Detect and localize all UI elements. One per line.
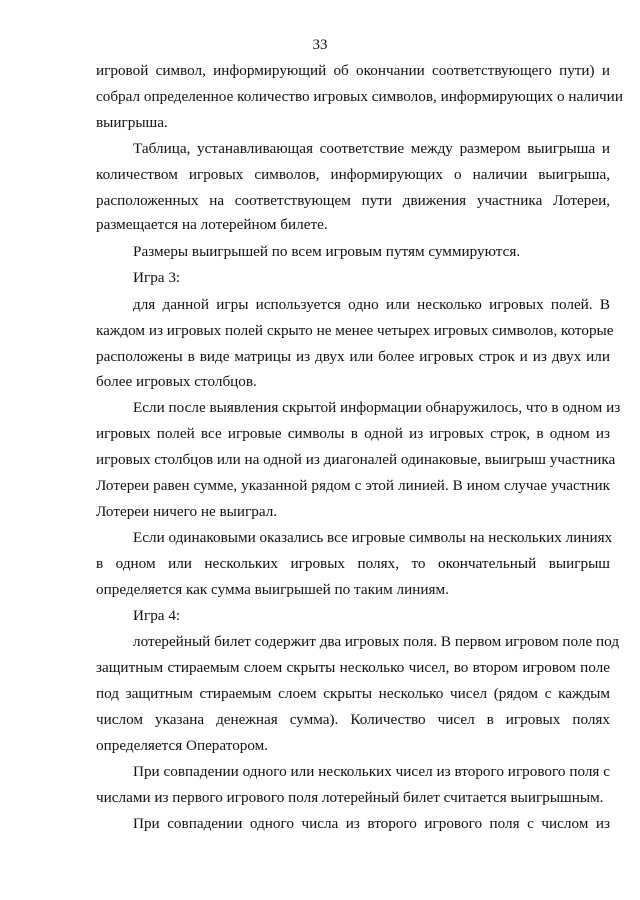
text-line: игровой символ, информирующий об окончании соответствующего пути) и [96,62,610,79]
text-line: для данной игры используется одно или несколько игровых полей. В [133,296,610,313]
text-line: каждом из игровых полей скрыто не менее четырех игровых символов, которые [96,322,614,339]
text-line: расположены в виде матрицы из двух или более игровых строк и из двух или [96,348,610,365]
text-line: При совпадении одного или нескольких чисел из второго игрового поля с [133,763,610,780]
text-line: Таблица, устанавливающая соответствие между размером выигрыша и [133,140,610,157]
text-line: игровых столбцов или на одной из диагоналей одинаковые, выигрыш участника [96,451,616,468]
text-line: размещается на лотерейном билете. [96,216,328,233]
text-line: выигрыша. [96,114,168,131]
text-line: под защитным стираемым слоем скрыты несколько чисел (рядом с каждым [96,685,610,702]
text-line: При совпадении одного числа из второго игрового поля с числом из [133,815,610,832]
text-line: расположенных на соответствующем пути движения участника Лотереи, [96,192,610,209]
section-heading: Игра 3: [133,269,181,286]
text-line: Лотереи равен сумме, указанной рядом с этой линией. В ином случае участник [96,477,610,494]
text-line: Размеры выигрышей по всем игровым путям суммируются. [133,243,521,260]
text-line: Если одинаковыми оказались все игровые символы на нескольких линиях [133,529,613,546]
text-line: защитным стираемым слоем скрыты несколько чисел, во втором игровом поле [96,659,610,676]
text-line: Лотереи ничего не выиграл. [96,503,278,520]
text-line: игровых полей все игровые символы в одной из игровых строк, в одном из [96,425,610,442]
section-heading: Игра 4: [133,607,181,624]
page-number: 33 [312,37,328,53]
text-line: лотерейный билет содержит два игровых поля. В первом игровом поле под [133,633,620,650]
text-line: Если после выявления скрытой информации обнаружилось, что в одном из [133,399,621,416]
text-line: определяется как сумма выигрышей по таким линиям. [96,581,449,598]
text-line: собрал определенное количество игровых символов, информирующих о наличии [96,88,623,105]
text-line: в одном или нескольких игровых полях, то окончательный выигрыш [96,555,610,572]
text-line: числами из первого игрового поля лотерейный билет считается выигрышным. [96,789,604,806]
text-line: более игровых столбцов. [96,373,257,390]
text-line: определяется Оператором. [96,737,269,754]
text-line: количеством игровых символов, информирующих о наличии выигрыша, [96,166,610,183]
text-line: числом указана денежная сумма). Количество чисел в игровых полях [96,711,610,728]
